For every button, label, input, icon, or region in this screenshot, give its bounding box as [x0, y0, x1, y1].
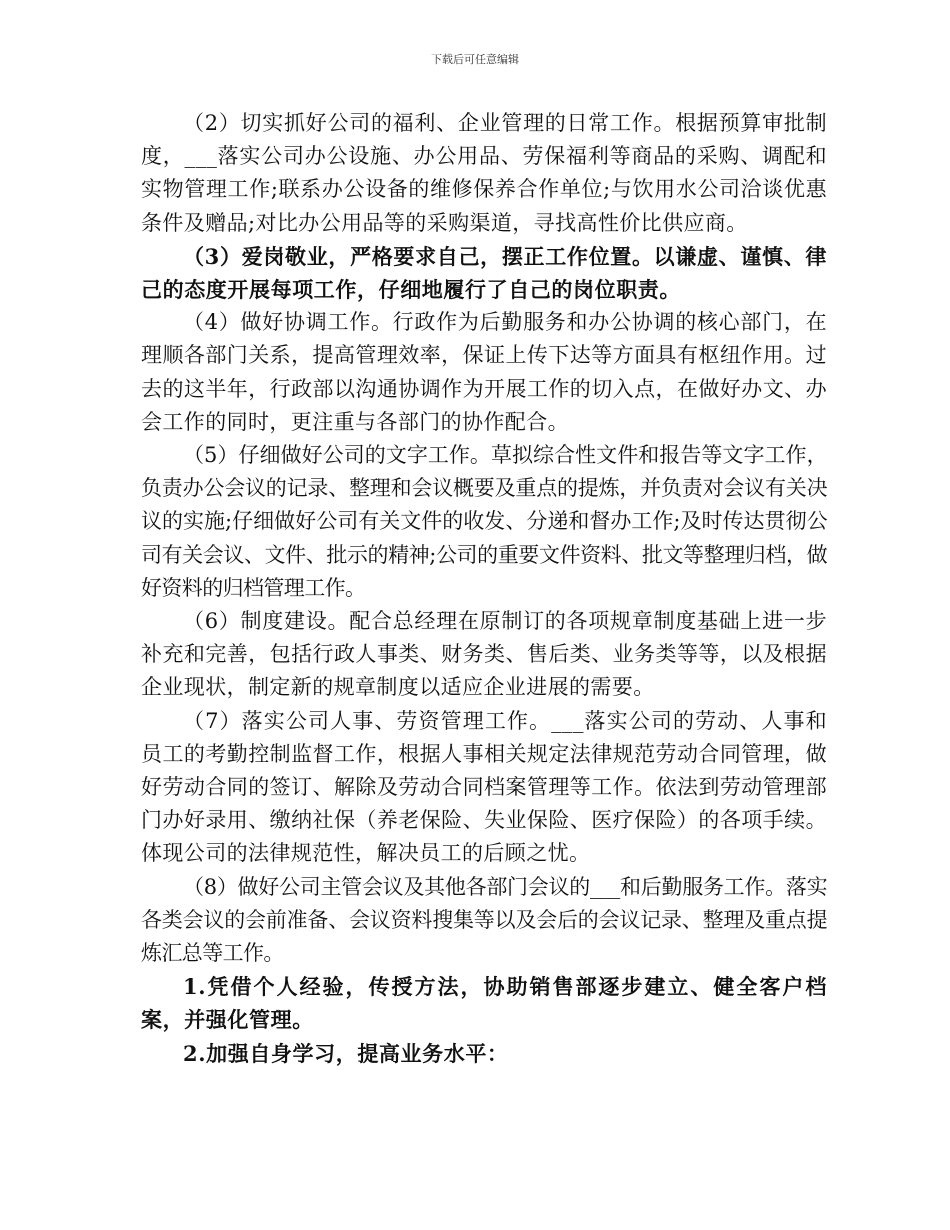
paragraph-5-writing-work: （5）仔细做好公司的文字工作。草拟综合性文件和报告等文字工作，负责办公会议的记录、整理和会议概要及重点的提炼，并负责对会议有关决议的实施;仔细做好公司有关文件的收发、分递和督办工作;及时传达贯彻公司有关会议、文件、批示的精神;公司的重要文件资料、批文等整理归档，做好资料的归档管理工作。 [141, 443, 827, 600]
paragraph-3-dedication: （3）爱岗敬业，严格要求自己，摆正工作位置。以谦虚、谨慎、律己的态度开展每项工作，仔细地履行了自己的岗位职责。 [141, 243, 827, 303]
page-header: 下载后可任意编辑 [431, 53, 519, 66]
item-1-customer-files: 1.凭借个人经验，传授方法，协助销售部逐步建立、健全客户档案，并强化管理。 [141, 974, 827, 1033]
document-body [141, 107, 827, 1070]
paragraph-2-welfare-management: （2）切实抓好公司的福利、企业管理的日常工作。根据预算审批制度，___落实公司办公设施、办公用品、劳保福利等商品的采购、调配和实物管理工作;联系办公设备的维修保养合作单位;与饮用水公司洽谈优惠条件及赠品;对比办公用品等的采购渠道，寻找高性价比供应商。 [141, 111, 827, 235]
paragraph-4-coordination: （4）做好协调工作。行政作为后勤服务和办公协调的核心部门，在理顺各部门关系，提高管理效率，保证上传下达等方面具有枢纽作用。过去的这半年，行政部以沟通协调作为开展工作的切入点，在做好办文、办会工作的同时，更注重与各部门的协作配合。 [141, 310, 827, 434]
paragraph-7-personnel-management: （7）落实公司人事、劳资管理工作。___落实公司的劳动、人事和员工的考勤控制监督工作，根据人事相关规定法律规范劳动合同管理，做好劳动合同的签订、解除及劳动合同档案管理等工作。依法到劳动管理部门办好录用、缴纳社保（养老保险、失业保险、医疗保险）的各项手续。体现公司的法律规范性，解决员工的后顾之忧。 [141, 708, 827, 866]
item-2-self-study: 2.加强自身学习，提高业务水平： [183, 1040, 509, 1066]
paragraph-6-system-building: （6）制度建设。配合总经理在原制订的各项规章制度基础上进一步补充和完善，包括行政人事类、财务类、售后类、业务类等等，以及根据企业现状，制定新的规章制度以适应企业进展的需要。 [141, 609, 827, 700]
paragraph-8-meeting-service: （8）做好公司主管会议及其他各部门会议的___和后勤服务工作。落实各类会议的会前准备、会议资料搜集等以及会后的会议记录、整理及重点提炼汇总等工作。 [141, 874, 827, 966]
